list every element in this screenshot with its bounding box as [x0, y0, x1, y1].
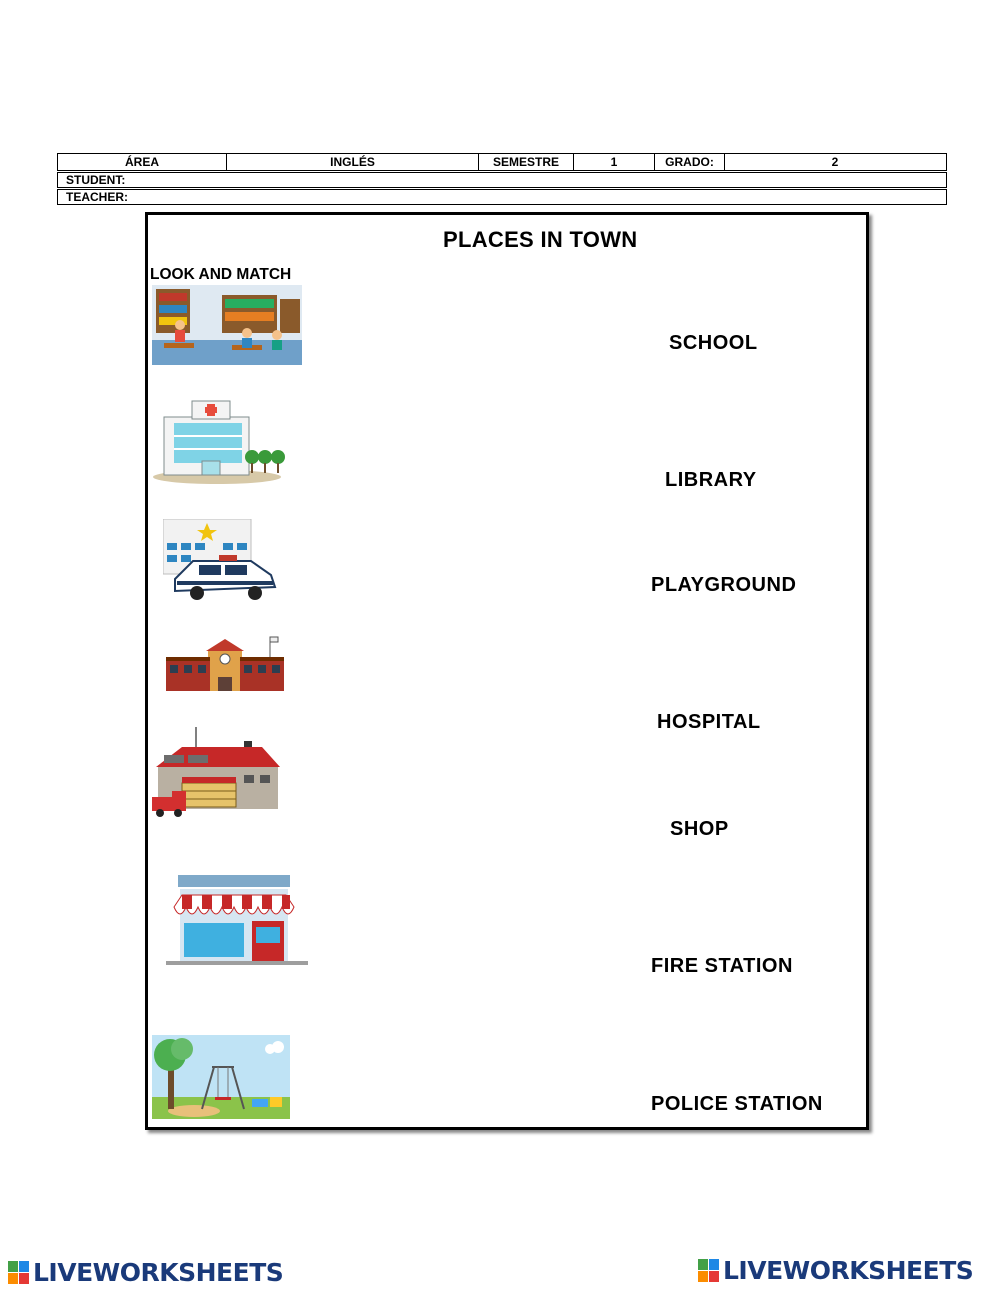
liveworksheets-logo-right: [698, 1256, 973, 1285]
word-fire-station[interactable]: FIRE STATION: [651, 955, 793, 977]
worksheet-title: PLACES IN TOWN: [443, 227, 638, 252]
worksheet-frame: [145, 212, 869, 1130]
playground-picture[interactable]: [152, 1035, 290, 1119]
grade-label: GRADO:: [655, 154, 725, 170]
grade-value: 2: [831, 155, 839, 169]
worksheet-instruction: LOOK AND MATCH: [150, 266, 292, 283]
word-hospital[interactable]: HOSPITAL: [657, 711, 761, 733]
liveworksheets-logo-icon: [8, 1261, 30, 1285]
fire-station-picture[interactable]: [152, 727, 282, 819]
header-row-info: [57, 153, 947, 171]
liveworksheets-logo-text: LIVEWORKSHEETS: [33, 1258, 284, 1287]
teacher-row[interactable]: [57, 189, 947, 205]
police-station-picture[interactable]: [163, 519, 278, 601]
subject-value: INGLÉS: [227, 154, 479, 170]
semester-label: SEMESTRE: [479, 154, 574, 170]
word-police-station[interactable]: POLICE STATION: [651, 1093, 823, 1115]
hospital-picture[interactable]: [152, 395, 287, 485]
shop-picture[interactable]: [166, 875, 308, 965]
word-school[interactable]: SCHOOL: [669, 332, 758, 354]
liveworksheets-logo-left: [8, 1258, 283, 1287]
teacher-label: TEACHER:: [66, 190, 128, 204]
word-playground[interactable]: PLAYGROUND: [651, 574, 797, 596]
area-label: ÁREA: [58, 154, 227, 170]
student-row[interactable]: [57, 172, 947, 188]
semester-value: 1: [574, 154, 655, 170]
word-library[interactable]: LIBRARY: [665, 469, 757, 491]
liveworksheets-logo-icon: [698, 1259, 720, 1283]
word-shop[interactable]: SHOP: [670, 818, 729, 840]
liveworksheets-logo-text: LIVEWORKSHEETS: [723, 1256, 974, 1285]
school-picture[interactable]: [166, 635, 284, 695]
library-picture[interactable]: [152, 285, 302, 365]
student-label: STUDENT:: [66, 173, 126, 187]
